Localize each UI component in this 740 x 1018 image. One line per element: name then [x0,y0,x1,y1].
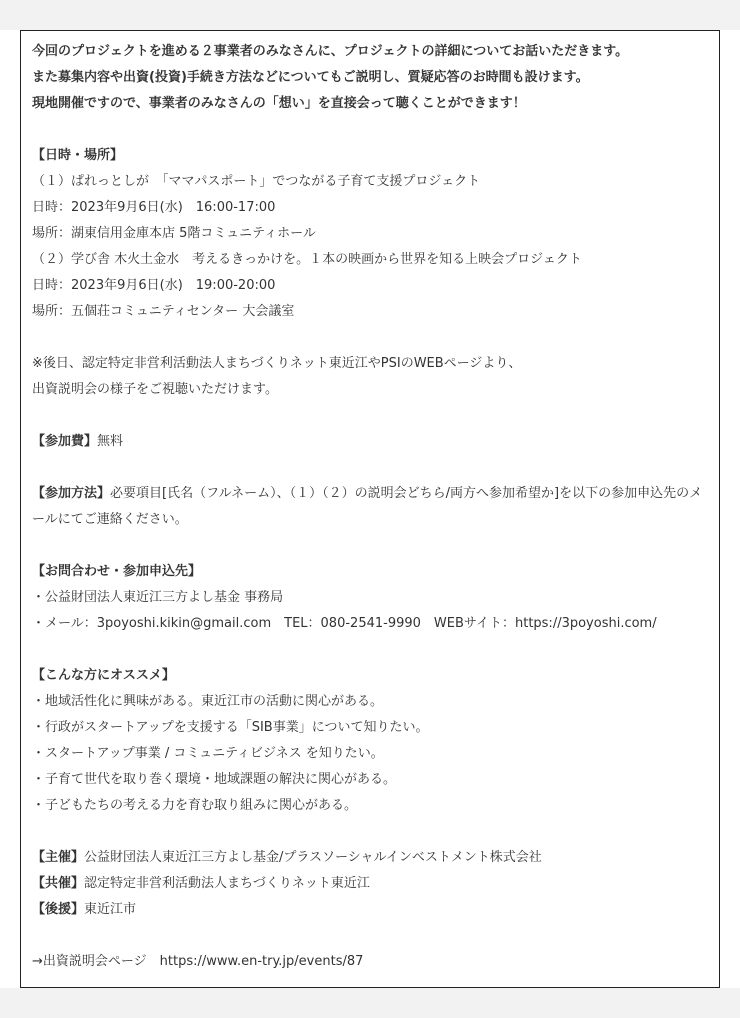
schedule-line: （１）ぱれっとしが 「ママパスポート」でつながる子育て支援プロジェクト [32,174,481,189]
method-label: 【参加方法】 [32,486,111,501]
event-info-box [20,30,720,988]
cosponsor-label: 【共催】 [32,876,85,891]
intro-line-3: 現地開催ですので、事業者のみなさんの「想い」を直接会って聴くことができます！ [32,96,526,111]
spacer [32,533,712,559]
fee-value: 無料 [97,434,124,449]
recommend-item: ・スタートアップ事業 / コミュニティビジネス を知りたい。 [32,746,384,761]
contact-line: ・メール：3poyoshi.kikin@gmail.com TEL：080-2541-9990 WEBサイト：https://3poyoshi.com/ [32,616,657,631]
spacer [32,325,712,351]
fee-label: 【参加費】 [32,434,98,449]
method-row [32,481,712,533]
note-line: ※後日、認定特定非営利活動法人まちづくりネット東近江やPSIのWEBページより、 [32,356,522,371]
intro-line-2: また募集内容や出資(投資)手続き方法などについてもご説明し、質疑応答のお時間も設けます。 [32,70,589,85]
organizer-label: 【主催】 [32,850,85,865]
page [0,30,740,988]
supporter-label: 【後援】 [32,902,85,917]
spacer [32,403,712,429]
cosponsor-row [32,871,712,897]
schedule-line: 場所：五個荘コミュニティセンター 大会議室 [32,304,295,319]
note-line: 出資説明会の様子をご視聴いただけます。 [32,382,278,397]
recommend-item: ・子育て世代を取り巻く環境・地域課題の解決に関心がある。 [32,772,397,787]
fee-row [32,429,712,455]
intro-line-1: 今回のプロジェクトを進める２事業者のみなさんに、プロジェクトの詳細についてお話いただきます。 [32,44,629,59]
recommend-item: ・子どもたちの考える力を育む取り組みに関心がある。 [32,798,358,813]
schedule-line: 場所：湖東信用金庫本店 5階コミュニティホール [32,226,316,241]
supporter-value: 東近江市 [84,902,137,917]
spacer [32,923,712,949]
schedule-line: 日時：2023年9月6日(水) 16:00-17:00 [32,200,276,215]
event-page-link-row [32,949,712,975]
event-page-link-label: →出資説明会ページ [32,954,147,969]
schedule-line: （２）学び舎 木火土金水 考えるきっかけを。１本の映画から世界を知る上映会プロジェクト [32,252,582,267]
recommend-heading: 【こんな方にオススメ】 [32,668,175,683]
organizer-value: 公益財団法人東近江三方よし基金/プラスソーシャルインベストメント株式会社 [84,850,542,865]
contact-heading: 【お問合わせ・参加申込先】 [32,564,202,579]
cosponsor-value: 認定特定非営利活動法人まちづくりネット東近江 [84,876,370,891]
supporter-row [32,897,712,923]
organizer-row [32,845,712,871]
recommend-item: ・地域活性化に興味がある。東近江市の活動に関心がある。 [32,694,384,709]
spacer [32,117,712,143]
spacer [32,637,712,663]
event-page-link[interactable]: https://www.en-try.jp/events/87 [159,954,364,969]
spacer [32,455,712,481]
recommend-item: ・行政がスタートアップを支援する「SIB事業」について知りたい。 [32,720,429,735]
schedule-line: 日時：2023年9月6日(水) 19:00-20:00 [32,278,276,293]
method-value: 必要項目[氏名（フルネーム）、（１）（２）の説明会どちら/両方へ参加希望か]を以下の参加申込先のメールにてご連絡ください。 [32,486,703,527]
contact-line: ・公益財団法人東近江三方よし基金 事務局 [32,590,284,605]
event-info-content [32,39,712,975]
spacer [32,819,712,845]
schedule-heading: 【日時・場所】 [32,148,124,163]
